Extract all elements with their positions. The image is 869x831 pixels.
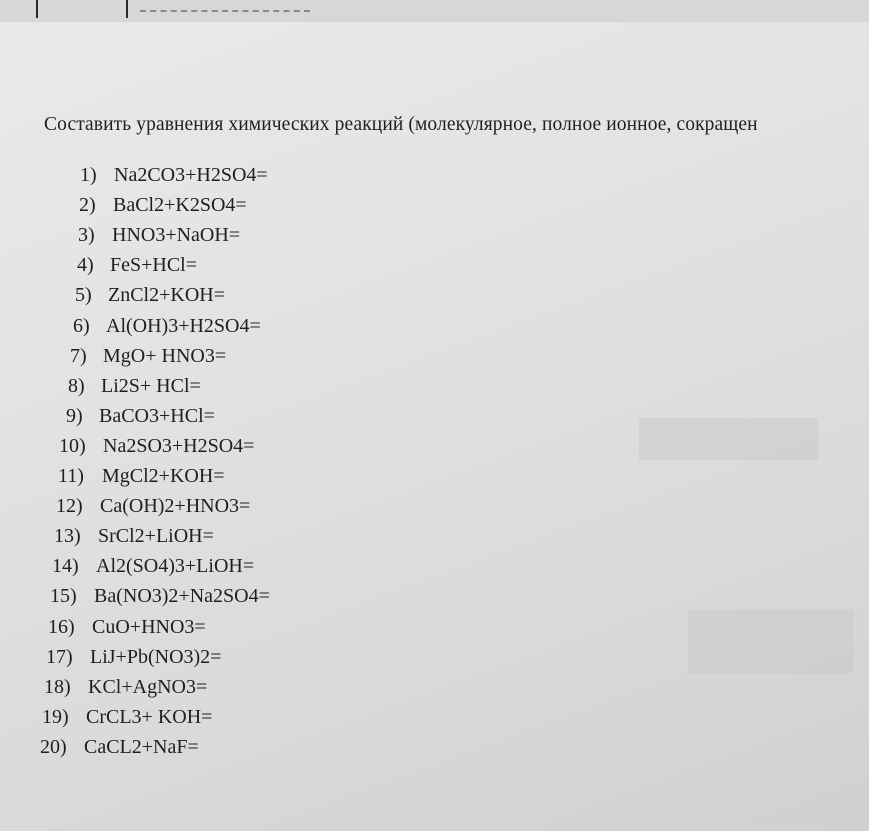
reaction-item <box>58 466 225 486</box>
reaction-number: 12) <box>56 495 83 518</box>
reaction-number: 6) <box>73 314 90 337</box>
reaction-item <box>70 346 226 366</box>
reaction-number: 20) <box>40 735 67 758</box>
reaction-item <box>59 436 254 456</box>
reaction-item <box>44 677 207 697</box>
reaction-number: 5) <box>75 284 92 307</box>
reaction-number: 13) <box>54 525 81 548</box>
reaction-number: 19) <box>42 705 69 728</box>
reaction-item <box>68 376 201 396</box>
margin-mark <box>126 0 128 18</box>
reaction-formula: MgCl2+KOH= <box>102 465 225 487</box>
reaction-number: 1) <box>80 164 97 186</box>
reaction-item <box>80 165 268 185</box>
reaction-formula: CaCL2+NaF= <box>84 735 199 758</box>
reaction-number: 3) <box>78 224 95 247</box>
reaction-number: 8) <box>68 374 85 397</box>
reaction-number: 2) <box>79 194 96 217</box>
reaction-formula: Al(OH)3+H2SO4= <box>106 314 261 337</box>
reaction-formula: ZnCl2+KOH= <box>108 284 226 307</box>
cut-off-text-smudge <box>140 4 310 12</box>
reaction-number: 10) <box>59 434 86 457</box>
reaction-number: 18) <box>44 675 71 698</box>
reaction-item <box>54 526 214 546</box>
reaction-formula: Li2S+ HCl= <box>101 374 201 397</box>
reaction-item <box>79 195 247 215</box>
reaction-formula: SrCl2+LiOH= <box>98 525 214 548</box>
reaction-number: 14) <box>52 555 79 578</box>
reaction-formula: BaCl2+K2SO4= <box>113 194 247 217</box>
reaction-item <box>75 285 225 305</box>
reaction-formula: HNO3+NaOH= <box>112 224 241 247</box>
reaction-formula: Na2SO3+H2SO4= <box>103 434 255 457</box>
reaction-item <box>48 617 206 637</box>
reaction-item <box>78 225 240 245</box>
reaction-item <box>42 707 212 727</box>
reaction-formula: CuO+HNO3= <box>92 615 206 638</box>
reaction-number: 17) <box>46 645 73 668</box>
reaction-number: 11) <box>58 465 84 487</box>
reaction-formula: MgO+ HNO3= <box>103 344 227 367</box>
reaction-number: 4) <box>77 254 94 277</box>
reaction-formula: Al2(SO4)3+LiOH= <box>96 555 255 578</box>
reaction-number: 16) <box>48 615 75 638</box>
margin-mark <box>36 0 38 18</box>
reaction-item <box>46 647 221 667</box>
reaction-formula: KCl+AgNO3= <box>88 675 208 698</box>
reaction-item <box>52 556 254 576</box>
reaction-item <box>50 586 270 606</box>
reaction-number: 9) <box>66 404 83 427</box>
task-heading: Составить уравнения химических реакций (молекулярное, полное ионное, сокращен <box>44 114 758 135</box>
reaction-formula: Na2CO3+H2SO4= <box>114 164 268 186</box>
reaction-formula: FeS+HCl= <box>110 254 198 277</box>
reaction-formula: Ba(NO3)2+Na2SO4= <box>94 585 270 608</box>
page-top-edge <box>0 0 869 22</box>
reaction-number: 15) <box>50 585 77 608</box>
reaction-item <box>73 316 261 336</box>
show-through-marks: ▆▆▆ <box>690 592 852 670</box>
reaction-item <box>77 255 197 275</box>
reaction-item <box>56 496 250 516</box>
show-through-marks: ▆▆▆▆▆ <box>640 406 817 458</box>
reaction-item <box>40 737 199 757</box>
reaction-formula: LiJ+Pb(NO3)2= <box>90 645 222 668</box>
reaction-formula: Ca(OH)2+HNO3= <box>100 495 251 518</box>
reaction-item <box>66 406 215 426</box>
reaction-number: 7) <box>70 344 87 367</box>
reaction-formula: CrCL3+ KOH= <box>86 705 213 728</box>
reaction-formula: BaCO3+HCl= <box>99 404 215 427</box>
